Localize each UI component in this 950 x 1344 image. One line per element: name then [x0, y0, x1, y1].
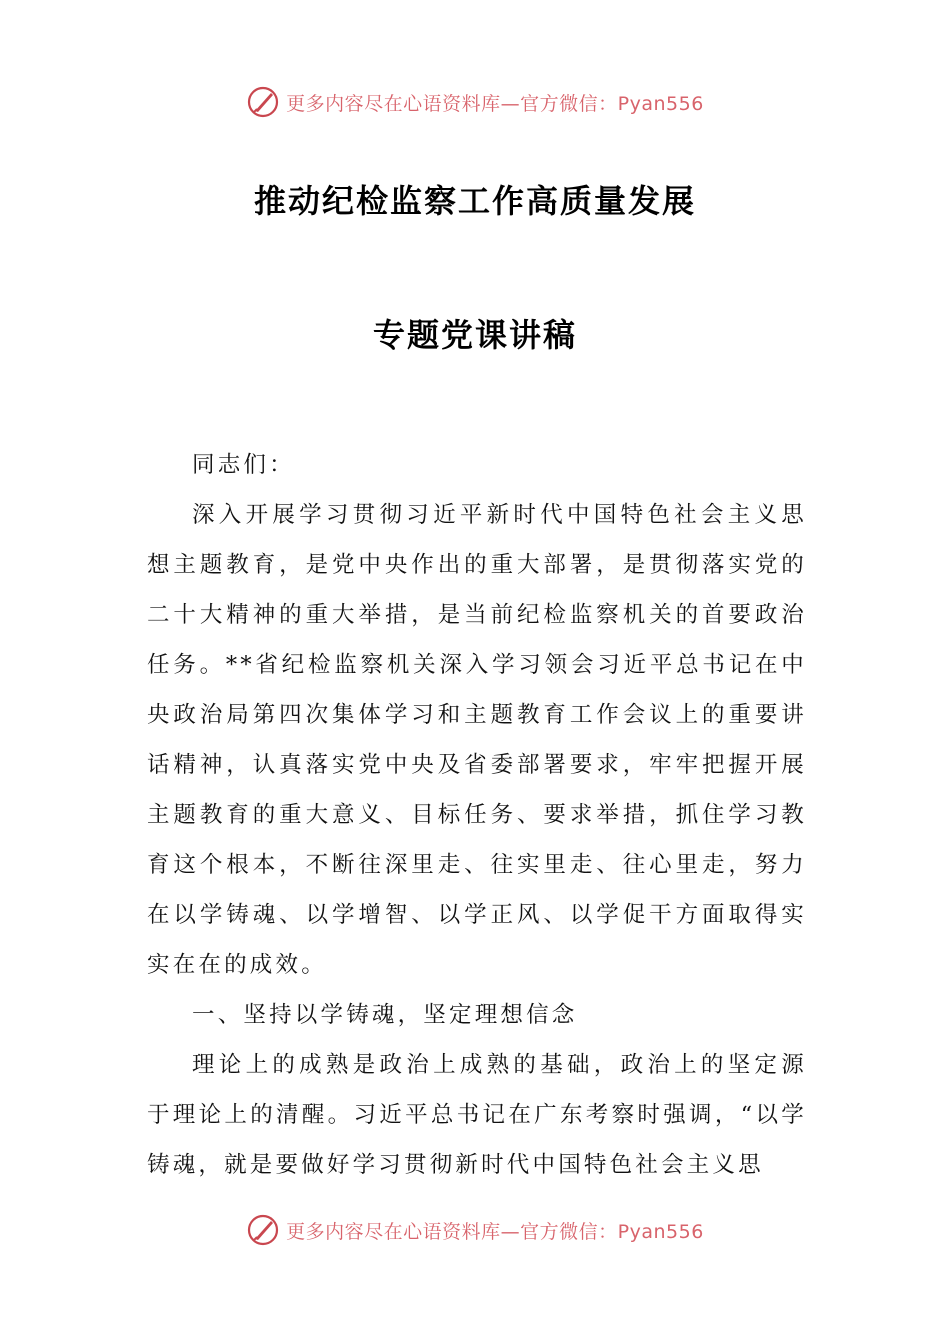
document-body [147, 440, 807, 1190]
footer-watermark [0, 1208, 950, 1252]
paragraph-intro: 深入开展学习贯彻习近平新时代中国特色社会主义思想主题教育，是党中央作出的重大部署，是贯彻落实党的二十大精神的重大举措，是当前纪检监察机关的首要政治任务。**省纪检监察机关深入学习领会习近平总书记在中央政治局第四次集体学习和主题教育工作会议上的重要讲话精神，认真落实党中央及省委部署要求，牢牢把握开展主题教育的重大意义、目标任务、要求举措，抓住学习教育这个根本，不断往深里走、往实里走、往心里走，努力在以学铸魂、以学增智、以学正风、以学促干方面取得实实在在的成效。 [147, 502, 807, 978]
section-heading: 一、坚持以学铸魂，坚定理想信念 [192, 1002, 578, 1028]
paragraph-section-1: 理论上的成熟是政治上成熟的基础，政治上的坚定源于理论上的清醒。习近平总书记在广东考察时强调，“以学铸魂，就是要做好学习贯彻新时代中国特色社会主义思 [147, 1052, 807, 1178]
footer-watermark-text: 更多内容尽在心语资料库—官方微信：Pyan556 [286, 1220, 704, 1243]
document-subtitle: 专题党课讲稿 [372, 316, 577, 354]
quill-logo-icon [246, 85, 280, 119]
header-watermark [0, 80, 950, 124]
document-title: 推动纪检监察工作高质量发展 [253, 182, 696, 220]
quill-logo-icon [246, 1213, 280, 1247]
header-watermark-text: 更多内容尽在心语资料库—官方微信：Pyan556 [286, 92, 704, 115]
salutation: 同志们： [192, 452, 295, 478]
